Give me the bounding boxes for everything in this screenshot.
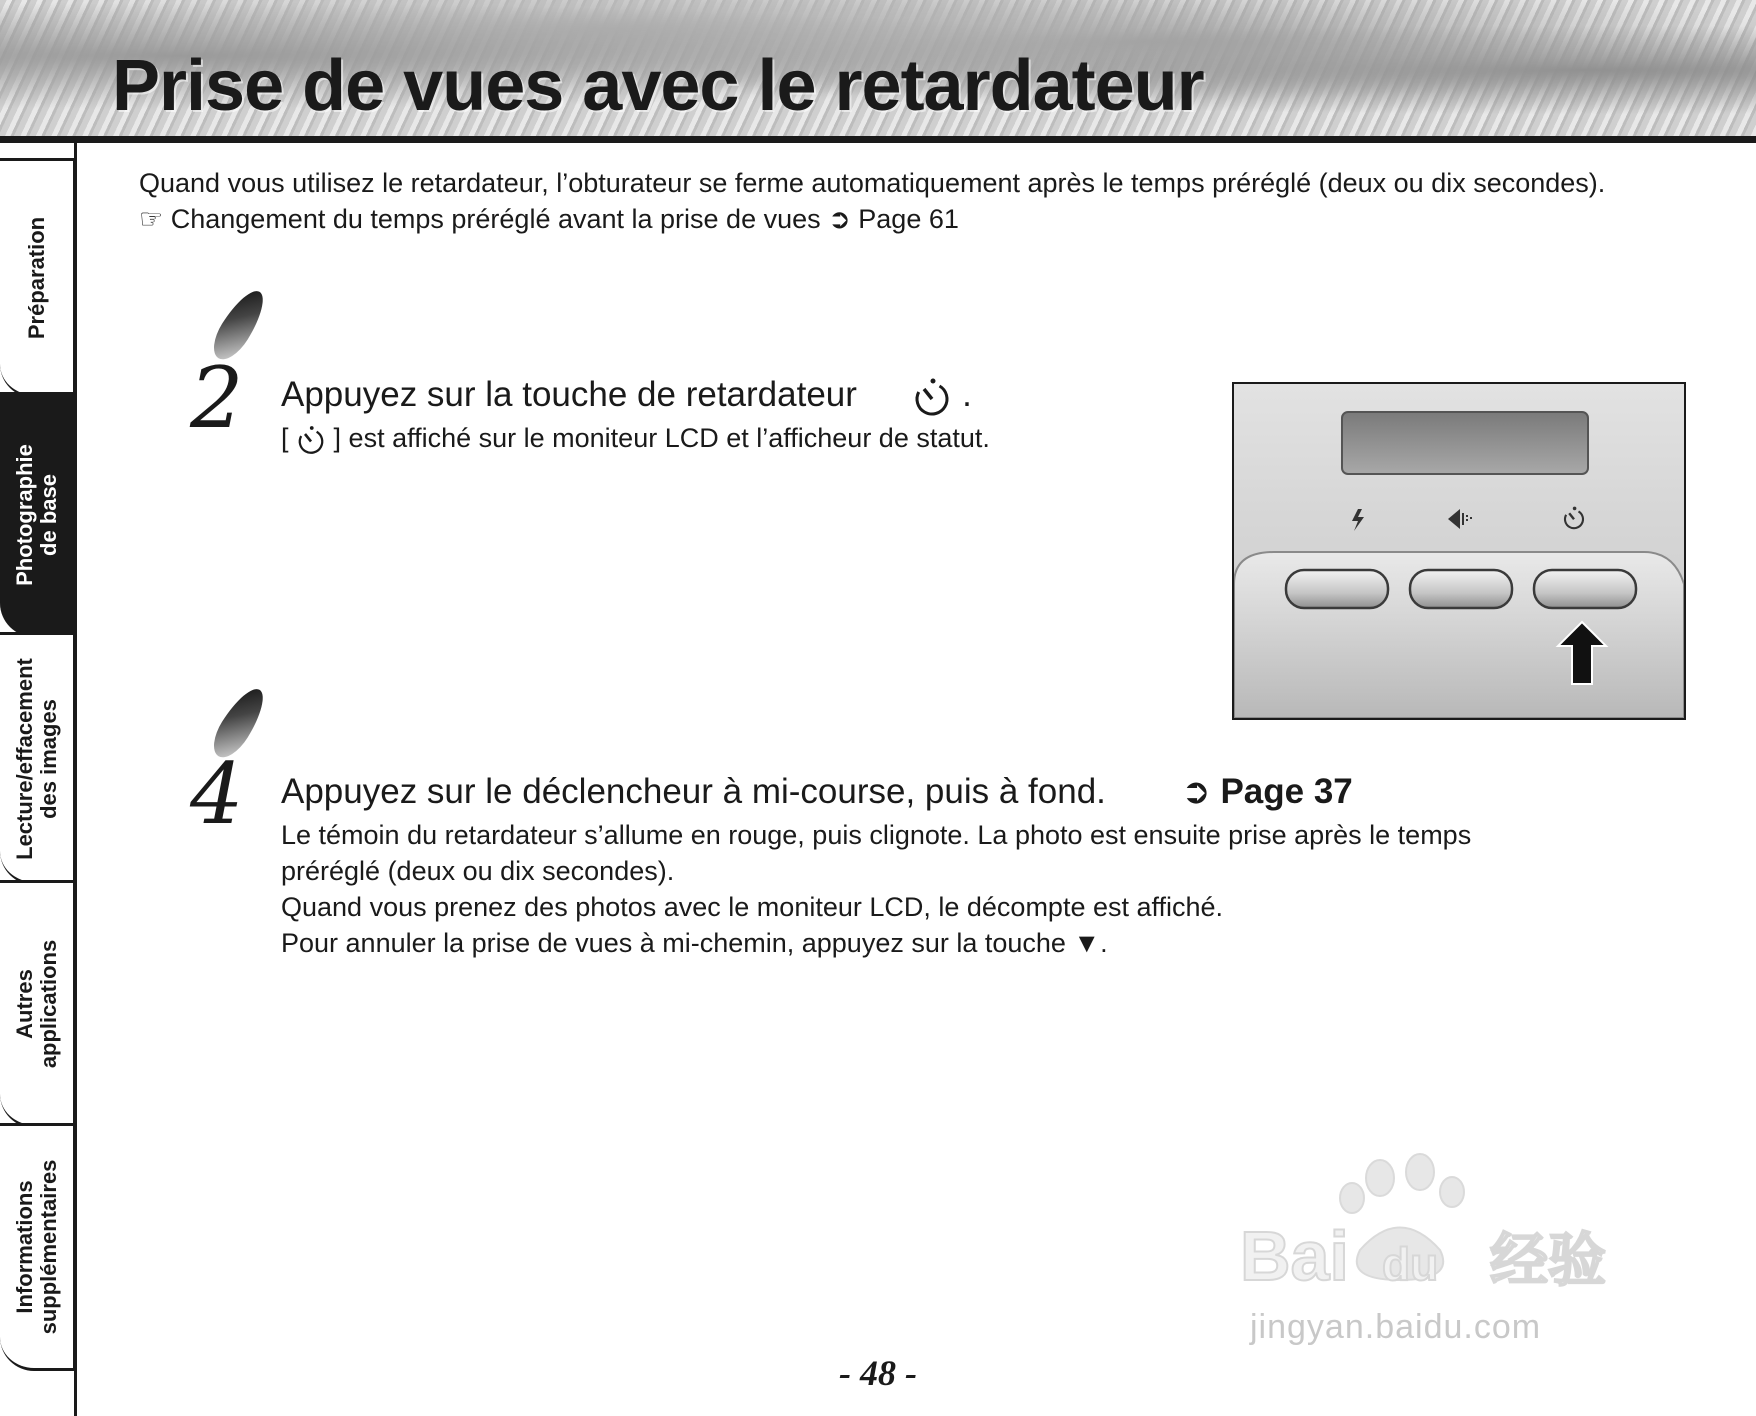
self-timer-icon [1562, 507, 1587, 532]
reference-page: Page 37 [1220, 772, 1353, 811]
step-4-title: Appuyez sur le déclencheur à mi-course, puis à fond. ➲ Page 37 [281, 772, 1353, 811]
tab-lecture-effacement[interactable] [0, 632, 76, 885]
step-4-body [281, 817, 1471, 961]
page-title: Prise de vues avec le retardateur [112, 46, 1204, 126]
tab-informations-supplementaires[interactable] [0, 1123, 76, 1371]
tab-label: Autres applications [11, 939, 61, 1069]
self-timer-icon [912, 377, 952, 417]
body-line: Quand vous prenez des photos avec le moniteur LCD, le décompte est affiché. [281, 892, 1224, 922]
watermark-url: jingyan.baidu.com [1250, 1308, 1542, 1346]
pointing-hand-icon: ☞ [139, 204, 164, 234]
body-line: Le témoin du retardateur s’allume en rouge, puis clignote. La photo est ensuite prise après le temps [281, 820, 1472, 850]
camera-illustration [1232, 382, 1686, 720]
body-line: préréglé (deux ou dix secondes). [281, 856, 675, 886]
tab-autres-applications[interactable] [0, 880, 76, 1128]
header-rule [0, 136, 1756, 143]
page-arrow-icon: ➲ [828, 204, 851, 234]
page-reference[interactable] [1181, 772, 1352, 811]
page-arrow-icon: ➲ [1181, 772, 1211, 811]
svg-text:经验: 经验 [1490, 1228, 1607, 1293]
svg-text:du: du [1382, 1238, 1439, 1290]
self-timer-icon [296, 425, 326, 455]
header-band [0, 0, 1756, 140]
tab-preparation[interactable] [0, 158, 76, 398]
tab-label: Photographie de base [11, 443, 61, 586]
tab-label: Lecture/effacement des images [11, 657, 61, 860]
step-number: 2 [190, 349, 244, 447]
reference-page: Page 61 [858, 204, 959, 234]
tab-label: Informations supplémentaires [11, 1159, 61, 1335]
page-number: - 48 - [839, 1353, 917, 1393]
intro-reference[interactable] [139, 201, 1699, 237]
macro-icon [1448, 509, 1471, 529]
camera-drawing [1234, 384, 1684, 718]
intro-text: Quand vous utilisez le retardateur, l’obturateur se ferme automatiquement après le temps préréglé (deux ou dix secondes). [139, 168, 1606, 198]
flash-icon [1352, 509, 1364, 531]
tab-photographie-de-base[interactable] [0, 392, 76, 637]
status-display [1342, 412, 1588, 474]
self-timer-button [1534, 570, 1636, 608]
intro-paragraph [139, 165, 1699, 237]
macro-button [1410, 570, 1512, 608]
step-2-body: [ ] est affiché sur le moniteur LCD et l’afficheur de statut. [281, 420, 990, 456]
step-number: 4 [190, 745, 244, 843]
body-line: Pour annuler la prise de vues à mi-chemin, appuyez sur la touche ▼. [281, 928, 1108, 958]
step-2-title: Appuyez sur la touche de retardateur . [281, 376, 972, 417]
reference-text: Changement du temps préréglé avant la prise de vues [170, 204, 821, 234]
flash-button [1286, 570, 1388, 608]
tab-label: Préparation [23, 216, 49, 340]
svg-text:Bai: Bai [1240, 1217, 1349, 1295]
